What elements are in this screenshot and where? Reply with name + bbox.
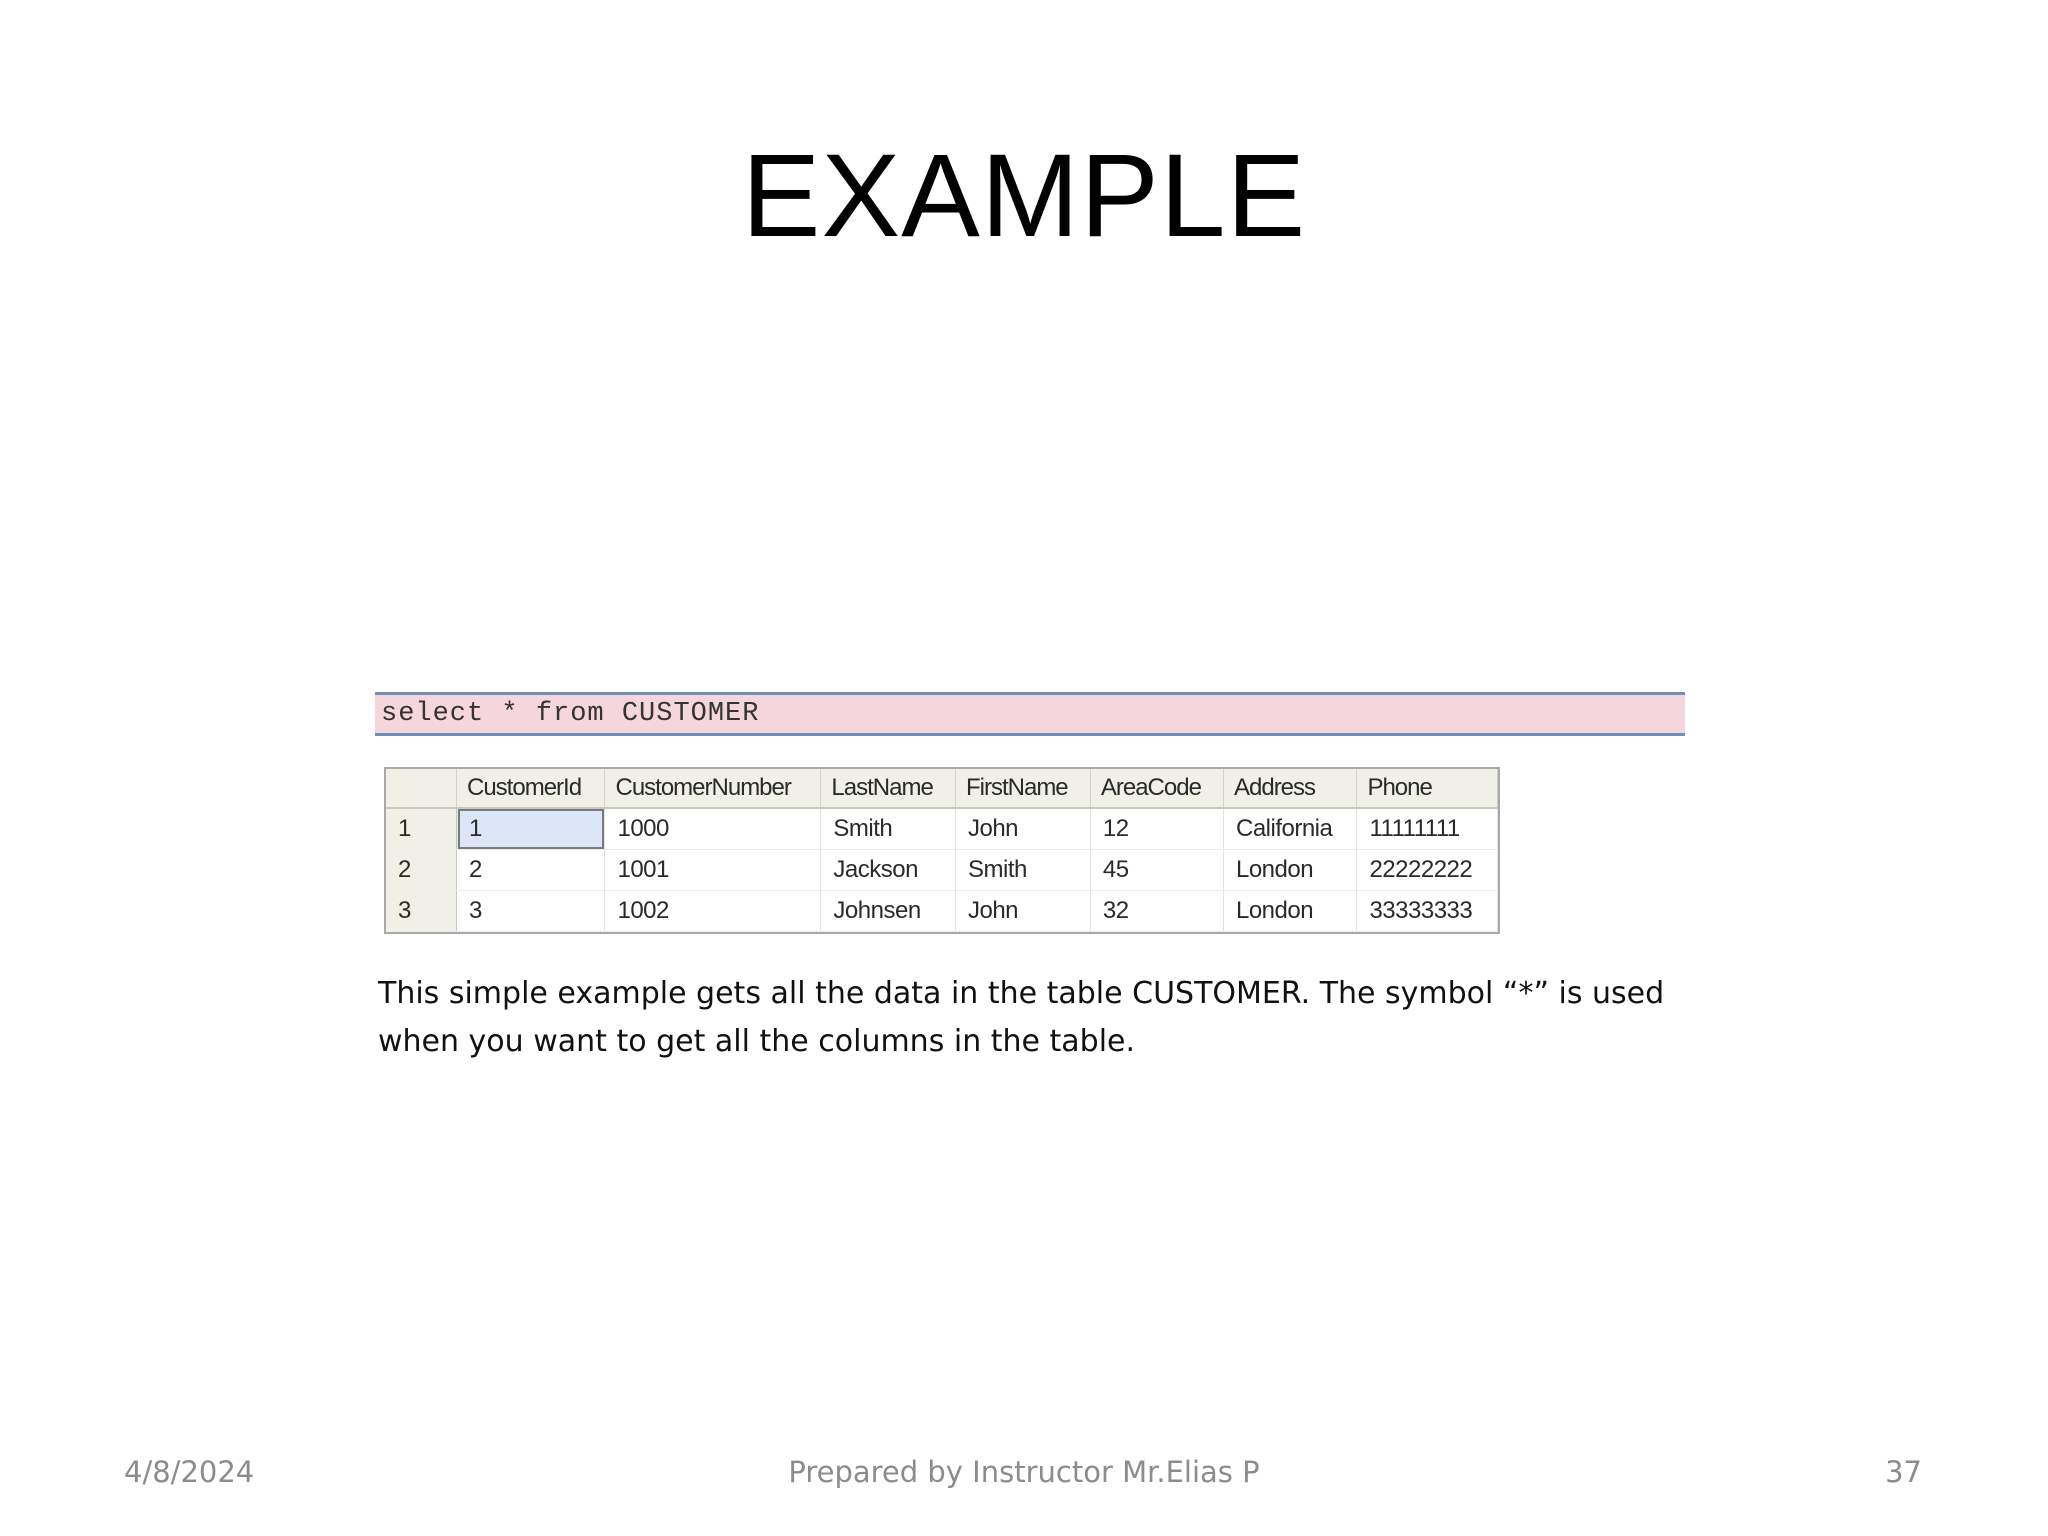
column-header-phone[interactable]: Phone <box>1357 769 1498 808</box>
slide-title: EXAMPLE <box>741 130 1307 262</box>
table-row[interactable] <box>386 808 1498 850</box>
column-header-customernumber[interactable]: CustomerNumber <box>605 769 821 808</box>
results-grid <box>384 767 1500 934</box>
cell-phone[interactable]: 11111111 <box>1357 808 1498 850</box>
cell-address[interactable]: London <box>1223 850 1356 891</box>
header-row <box>386 769 1498 808</box>
cell-address[interactable]: London <box>1223 891 1356 932</box>
cell-firstname[interactable]: Smith <box>955 850 1090 891</box>
column-header-firstname[interactable]: FirstName <box>955 769 1090 808</box>
column-header-lastname[interactable]: LastName <box>821 769 956 808</box>
cell-firstname[interactable]: John <box>955 808 1090 850</box>
cell-areacode[interactable]: 32 <box>1090 891 1223 932</box>
row-number-header[interactable] <box>386 769 457 808</box>
cell-customerid[interactable]: 1 <box>457 808 605 850</box>
results-table <box>386 769 1498 932</box>
column-header-address[interactable]: Address <box>1223 769 1356 808</box>
sql-query-bar <box>375 692 1685 736</box>
sql-query-text: select * from CUSTOMER <box>381 699 760 729</box>
table-row[interactable] <box>386 891 1498 932</box>
column-header-areacode[interactable]: AreaCode <box>1090 769 1223 808</box>
table-row[interactable] <box>386 850 1498 891</box>
row-number[interactable]: 3 <box>386 891 457 932</box>
row-number[interactable]: 1 <box>386 808 457 850</box>
cell-areacode[interactable]: 12 <box>1090 808 1223 850</box>
description-text: This simple example gets all the data in the table CUSTOMER. The symbol “*” is used when you want to get all the columns in the table. <box>378 976 1665 1059</box>
cell-lastname[interactable]: Smith <box>821 808 956 850</box>
cell-phone[interactable]: 22222222 <box>1357 850 1498 891</box>
footer-date: 4/8/2024 <box>124 1455 255 1489</box>
footer-presenter: Prepared by Instructor Mr.Elias P <box>788 1455 1260 1489</box>
cell-lastname[interactable]: Johnsen <box>821 891 956 932</box>
slide-number: 37 <box>1885 1455 1922 1489</box>
cell-customernumber[interactable]: 1002 <box>605 891 821 932</box>
cell-lastname[interactable]: Jackson <box>821 850 956 891</box>
cell-areacode[interactable]: 45 <box>1090 850 1223 891</box>
cell-address[interactable]: California <box>1223 808 1356 850</box>
row-number[interactable]: 2 <box>386 850 457 891</box>
cell-customernumber[interactable]: 1001 <box>605 850 821 891</box>
cell-firstname[interactable]: John <box>955 891 1090 932</box>
cell-customerid[interactable]: 2 <box>457 850 605 891</box>
cell-phone[interactable]: 33333333 <box>1357 891 1498 932</box>
cell-customernumber[interactable]: 1000 <box>605 808 821 850</box>
cell-customerid[interactable]: 3 <box>457 891 605 932</box>
column-header-customerid[interactable]: CustomerId <box>457 769 605 808</box>
